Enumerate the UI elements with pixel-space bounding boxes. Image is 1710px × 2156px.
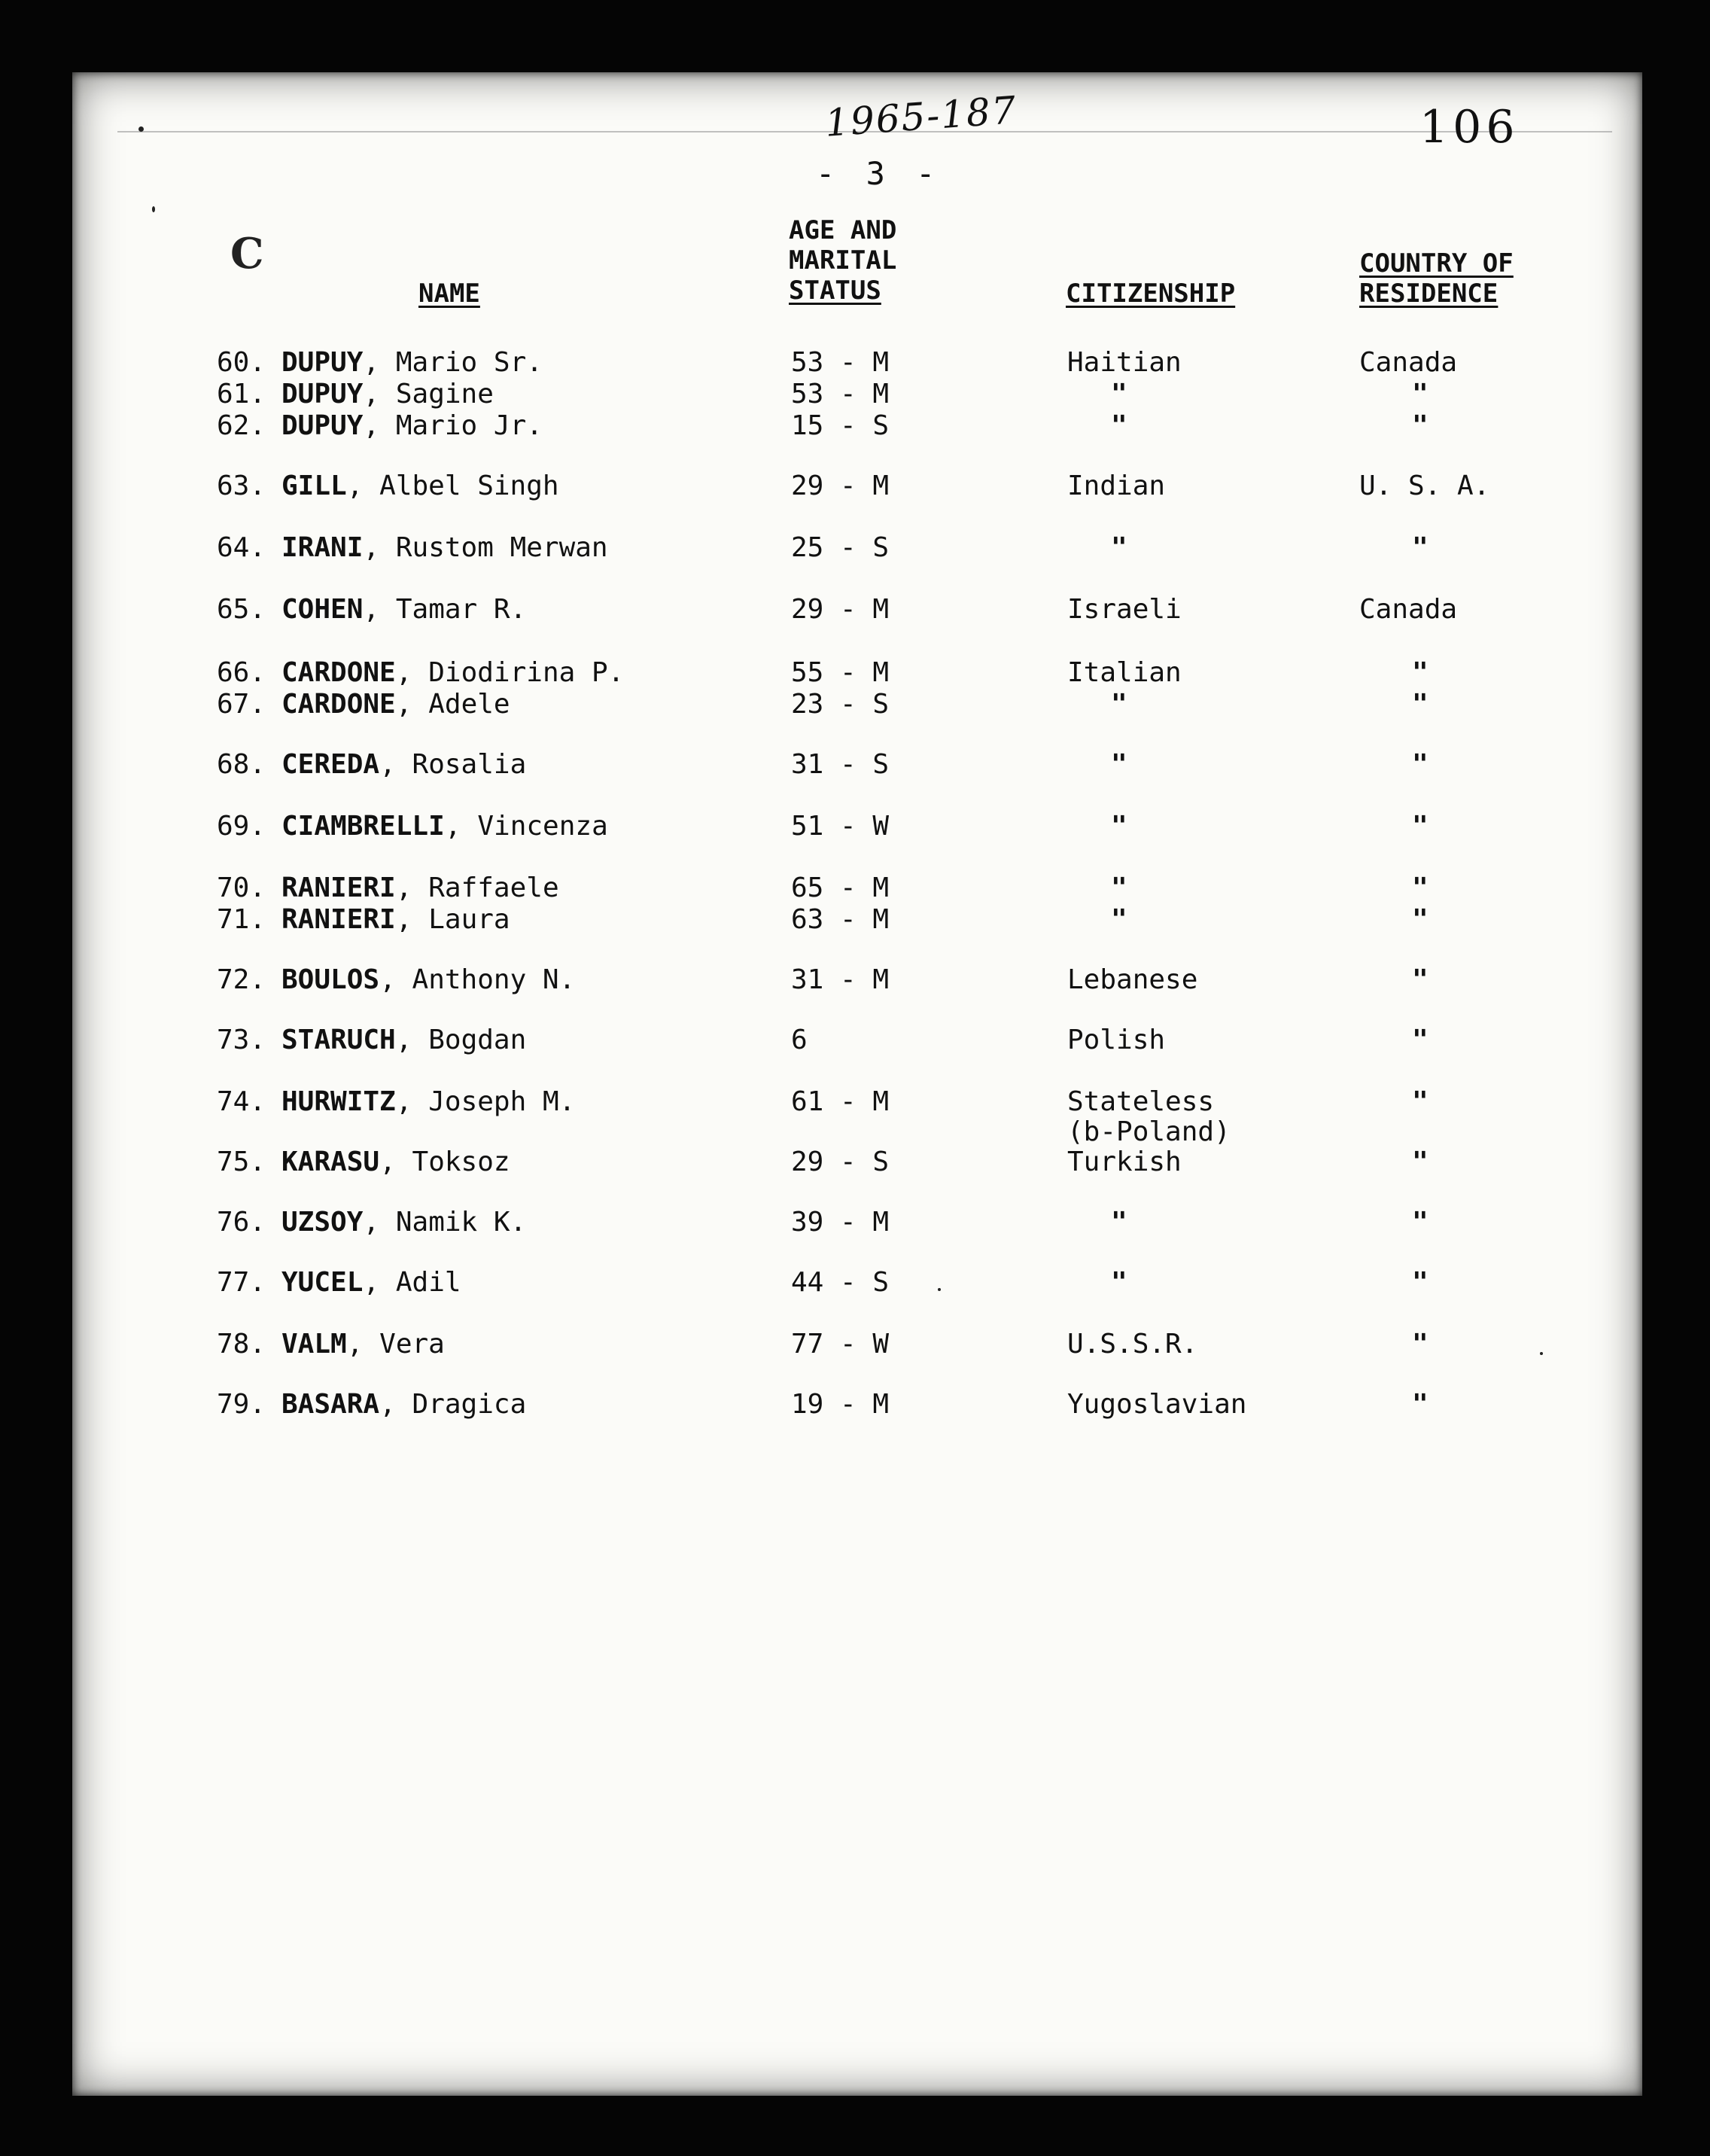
citizenship: Haitian bbox=[1067, 347, 1182, 378]
given-name: , Adele bbox=[395, 689, 510, 720]
given-name: , Sagine bbox=[363, 379, 494, 410]
given-name: , Dragica bbox=[379, 1389, 527, 1420]
citizenship: " bbox=[1111, 1267, 1127, 1298]
country-of-residence: Canada bbox=[1359, 594, 1458, 625]
surname: RANIERI bbox=[281, 872, 396, 903]
country-of-residence: " bbox=[1412, 1329, 1429, 1360]
surname: CARDONE bbox=[281, 657, 396, 688]
document-page bbox=[72, 72, 1642, 2096]
citizenship: Israeli bbox=[1067, 594, 1182, 625]
given-name: , Toksoz bbox=[379, 1147, 510, 1177]
citizenship: " bbox=[1111, 811, 1127, 842]
speck bbox=[152, 206, 155, 212]
table-row bbox=[72, 1206, 1642, 1239]
page-marker: - 3 - bbox=[816, 155, 942, 192]
given-name: , Adil bbox=[363, 1267, 461, 1298]
given-name: , Laura bbox=[395, 904, 510, 935]
country-of-residence: " bbox=[1412, 904, 1429, 935]
citizenship: " bbox=[1111, 904, 1127, 935]
age-marital-status: 44 - S bbox=[791, 1267, 890, 1298]
surname: RANIERI bbox=[281, 904, 396, 935]
citizenship: " bbox=[1111, 379, 1127, 410]
given-name: , Rustom Merwan bbox=[363, 532, 608, 563]
age-marital-status: 25 - S bbox=[791, 532, 890, 563]
surname: DUPUY bbox=[281, 347, 364, 378]
given-name: , Vera bbox=[346, 1329, 445, 1360]
table-row bbox=[72, 1024, 1642, 1057]
header-citizenship: CITIZENSHIP bbox=[1066, 279, 1236, 309]
table-row bbox=[72, 593, 1642, 626]
handwritten-note: 1965-187 bbox=[823, 88, 1019, 145]
table-row bbox=[72, 656, 1642, 690]
citizenship: " bbox=[1111, 872, 1127, 903]
given-name: , Albel Singh bbox=[346, 470, 559, 501]
citizenship: " bbox=[1111, 689, 1127, 720]
row-number: 64. bbox=[217, 532, 266, 563]
row-number: 75. bbox=[217, 1147, 266, 1177]
table-row bbox=[72, 688, 1642, 721]
citizenship: Lebanese bbox=[1067, 964, 1198, 995]
age-marital-status: 61 - M bbox=[791, 1086, 890, 1117]
table-row bbox=[72, 410, 1642, 443]
surname: CIAMBRELLI bbox=[281, 811, 445, 842]
surname: UZSOY bbox=[281, 1207, 364, 1238]
surname: CEREDA bbox=[281, 749, 380, 780]
age-marital-status: 77 - W bbox=[791, 1329, 890, 1360]
citizenship: " bbox=[1111, 749, 1127, 780]
table-row bbox=[72, 1146, 1642, 1179]
age-marital-status: 39 - M bbox=[791, 1207, 890, 1238]
given-name: , Mario Jr. bbox=[363, 410, 543, 441]
row-number: 72. bbox=[217, 964, 266, 995]
table-row bbox=[72, 531, 1642, 565]
table-row bbox=[72, 903, 1642, 936]
table-row bbox=[72, 810, 1642, 843]
row-number: 76. bbox=[217, 1207, 266, 1238]
age-marital-status: 23 - S bbox=[791, 689, 890, 720]
row-number: 70. bbox=[217, 872, 266, 903]
country-of-residence: " bbox=[1412, 1207, 1429, 1238]
country-of-residence: " bbox=[1412, 1267, 1429, 1298]
surname: CARDONE bbox=[281, 689, 396, 720]
citizenship: U.S.S.R. bbox=[1067, 1329, 1198, 1360]
age-marital-status: 63 - M bbox=[791, 904, 890, 935]
given-name: , Tamar R. bbox=[363, 594, 527, 625]
given-name: , Vincenza bbox=[445, 811, 608, 842]
country-of-residence: U. S. A. bbox=[1359, 470, 1490, 501]
age-marital-status: 51 - W bbox=[791, 811, 890, 842]
age-marital-status: 6 bbox=[791, 1025, 808, 1055]
age-marital-status: 29 - M bbox=[791, 470, 890, 501]
row-number: 61. bbox=[217, 379, 266, 410]
surname: BOULOS bbox=[281, 964, 380, 995]
country-of-residence: " bbox=[1412, 1389, 1429, 1420]
table-row bbox=[72, 872, 1642, 905]
citizenship: " bbox=[1111, 532, 1127, 563]
surname: HURWITZ bbox=[281, 1086, 396, 1117]
table-row bbox=[72, 1266, 1642, 1299]
corner-mark: C bbox=[230, 229, 264, 279]
header-age: AGE AND MARITAL STATUS bbox=[789, 215, 897, 306]
table-row bbox=[72, 470, 1642, 503]
given-name: , Rosalia bbox=[379, 749, 527, 780]
row-number: 79. bbox=[217, 1389, 266, 1420]
age-marital-status: 31 - M bbox=[791, 964, 890, 995]
table-row bbox=[72, 346, 1642, 379]
country-of-residence: " bbox=[1412, 379, 1429, 410]
row-number: 60. bbox=[217, 347, 266, 378]
citizenship: Italian bbox=[1067, 657, 1182, 688]
given-name: , Anthony N. bbox=[379, 964, 576, 995]
citizenship: Stateless bbox=[1067, 1086, 1215, 1117]
surname: IRANI bbox=[281, 532, 364, 563]
surname: VALM bbox=[281, 1329, 347, 1360]
speck bbox=[138, 126, 144, 132]
header-name: NAME bbox=[418, 279, 480, 309]
table-row bbox=[72, 964, 1642, 997]
row-number: 67. bbox=[217, 689, 266, 720]
country-of-residence: " bbox=[1412, 1025, 1429, 1055]
age-marital-status: 55 - M bbox=[791, 657, 890, 688]
surname: YUCEL bbox=[281, 1267, 364, 1298]
surname: DUPUY bbox=[281, 379, 364, 410]
age-marital-status: 29 - M bbox=[791, 594, 890, 625]
age-marital-status: 19 - M bbox=[791, 1389, 890, 1420]
citizenship: Turkish bbox=[1067, 1147, 1182, 1177]
row-number: 69. bbox=[217, 811, 266, 842]
given-name: , Raffaele bbox=[395, 872, 559, 903]
table-row bbox=[72, 748, 1642, 781]
given-name: , Diodirina P. bbox=[395, 657, 625, 688]
given-name: , Joseph M. bbox=[395, 1086, 576, 1117]
country-of-residence: " bbox=[1412, 749, 1429, 780]
row-number: 68. bbox=[217, 749, 266, 780]
country-of-residence: " bbox=[1412, 532, 1429, 563]
country-of-residence: " bbox=[1412, 872, 1429, 903]
country-of-residence: " bbox=[1412, 964, 1429, 995]
country-of-residence: " bbox=[1412, 1086, 1429, 1117]
age-marital-status: 53 - M bbox=[791, 379, 890, 410]
row-number: 62. bbox=[217, 410, 266, 441]
age-marital-status: 53 - M bbox=[791, 347, 890, 378]
row-number: 66. bbox=[217, 657, 266, 688]
table-row bbox=[72, 378, 1642, 411]
country-of-residence: " bbox=[1412, 811, 1429, 842]
age-marital-status: 29 - S bbox=[791, 1147, 890, 1177]
surname: BASARA bbox=[281, 1389, 380, 1420]
country-of-residence: " bbox=[1412, 689, 1429, 720]
given-name: , Namik K. bbox=[363, 1207, 527, 1238]
given-name: , Bogdan bbox=[395, 1025, 527, 1055]
header-residence: COUNTRY OF RESIDENCE bbox=[1359, 248, 1514, 309]
row-number: 77. bbox=[217, 1267, 266, 1298]
citizenship: Yugoslavian bbox=[1067, 1389, 1247, 1420]
age-marital-status: 65 - M bbox=[791, 872, 890, 903]
table-row bbox=[72, 1388, 1642, 1421]
country-of-residence: " bbox=[1412, 1147, 1429, 1177]
surname: DUPUY bbox=[281, 410, 364, 441]
country-of-residence: " bbox=[1412, 657, 1429, 688]
row-number: 74. bbox=[217, 1086, 266, 1117]
table-row bbox=[72, 1328, 1642, 1361]
row-number: 65. bbox=[217, 594, 266, 625]
surname: STARUCH bbox=[281, 1025, 396, 1055]
surname: COHEN bbox=[281, 594, 364, 625]
citizenship: Indian bbox=[1067, 470, 1166, 501]
citizenship-note: (b-Poland) bbox=[1067, 1116, 1231, 1147]
surname: GILL bbox=[281, 470, 347, 501]
row-number: 63. bbox=[217, 470, 266, 501]
given-name: , Mario Sr. bbox=[363, 347, 543, 378]
citizenship: " bbox=[1111, 410, 1127, 441]
surname: KARASU bbox=[281, 1147, 380, 1177]
age-marital-status: 15 - S bbox=[791, 410, 890, 441]
citizenship: " bbox=[1111, 1207, 1127, 1238]
row-number: 73. bbox=[217, 1025, 266, 1055]
age-marital-status: 31 - S bbox=[791, 749, 890, 780]
page-stamp: 106 bbox=[1419, 101, 1520, 154]
table-row bbox=[72, 1086, 1642, 1147]
country-of-residence: " bbox=[1412, 410, 1429, 441]
citizenship: Polish bbox=[1067, 1025, 1166, 1055]
row-number: 71. bbox=[217, 904, 266, 935]
row-number: 78. bbox=[217, 1329, 266, 1360]
country-of-residence: Canada bbox=[1359, 347, 1458, 378]
